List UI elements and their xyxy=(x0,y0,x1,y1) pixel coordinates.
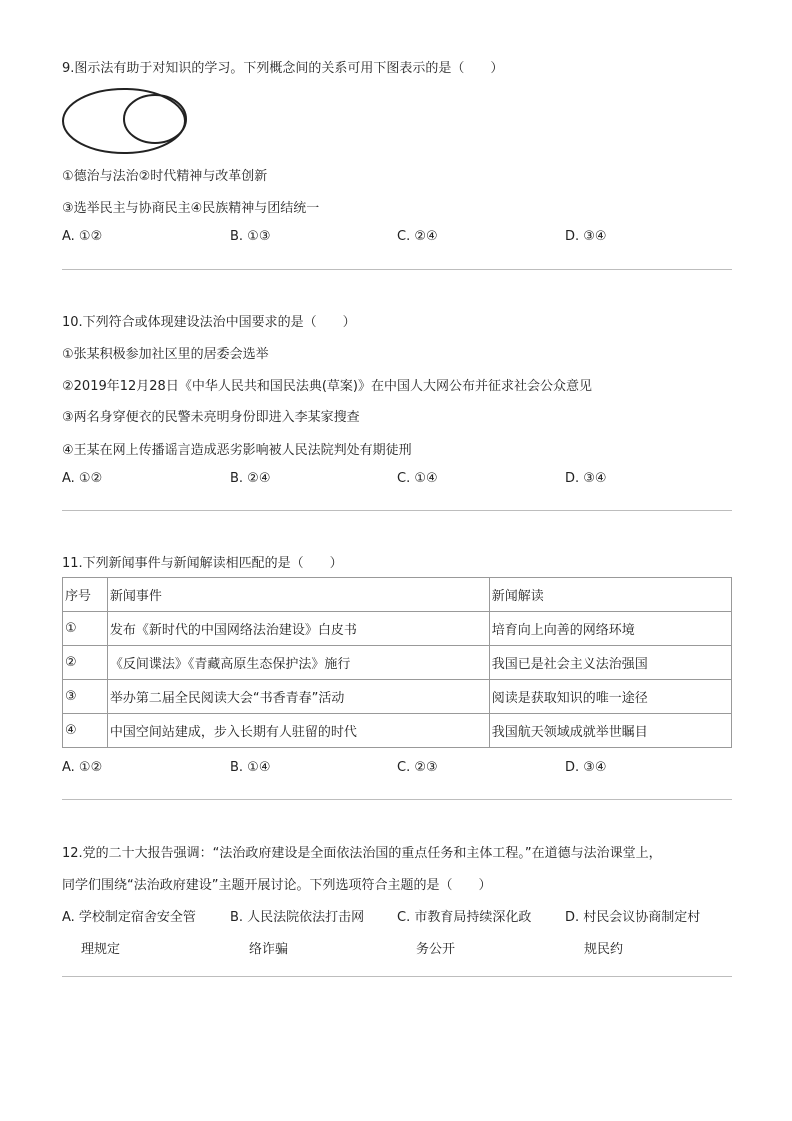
header-index: 序号 xyxy=(63,578,108,612)
q11-stem: 11.下列新闻事件与新闻解读相匹配的是（ ） xyxy=(62,556,343,571)
q10-item-4: ④王某在网上传播谣言造成恶劣影响被人民法院判处有期徒刑 xyxy=(62,443,412,458)
q9-stem: 9.图示法有助于对知识的学习。下列概念间的关系可用下图表示的是（ ） xyxy=(62,61,504,76)
q12-option-c-line-1: C. 市教育局持续深化政 xyxy=(397,910,532,925)
q9-option-a[interactable]: A. ①② xyxy=(62,229,103,244)
q9-item-2: ③选举民主与协商民主④民族精神与团结统一 xyxy=(62,201,320,216)
row-interpretation: 阅读是获取知识的唯一途径 xyxy=(489,680,731,714)
row-event: 举办第二届全民阅读大会“书香青春”活动 xyxy=(107,680,489,714)
row-interpretation: 我国已是社会主义法治强国 xyxy=(489,646,731,680)
q10-option-c[interactable]: C. ①④ xyxy=(397,471,438,486)
q12-option-a[interactable] xyxy=(62,906,196,957)
q12-option-b-line-2: 络诈骗 xyxy=(249,942,289,957)
q12-option-a-line-1: A. 学校制定宿舍安全管 xyxy=(62,910,196,925)
q12-option-c[interactable] xyxy=(397,906,531,957)
news-table xyxy=(62,577,732,748)
row-index: ③ xyxy=(63,680,108,714)
row-index: ① xyxy=(63,612,108,646)
q10-stem: 10.下列符合或体现建设法治中国要求的是（ ） xyxy=(62,315,356,330)
row-interpretation: 培育向上向善的网络环境 xyxy=(489,612,731,646)
q11-option-b[interactable]: B. ①④ xyxy=(230,760,271,775)
q12-stem-line-1: 12.党的二十大报告强调：“法治政府建设是全面依法治国的重点任务和主体工程。”在道德与法治课堂上， xyxy=(62,846,662,861)
row-interpretation: 我国航天领域成就举世瞩目 xyxy=(489,714,731,748)
row-index: ④ xyxy=(63,714,108,748)
header-interpretation: 新闻解读 xyxy=(489,578,731,612)
row-event: 中国空间站建成，步入长期有人驻留的时代 xyxy=(107,714,489,748)
q11-option-a[interactable]: A. ①② xyxy=(62,760,103,775)
table-row xyxy=(63,612,732,646)
q10-item-2: ②2019年12月28日《中华人民共和国民法典(草案)》在中国人大网公布并征求社会公众意见 xyxy=(62,379,592,394)
concept-diagram xyxy=(60,86,192,158)
q10-option-a[interactable]: A. ①② xyxy=(62,471,103,486)
divider xyxy=(62,799,732,800)
table-row xyxy=(63,680,732,714)
q12-option-a-line-2: 理规定 xyxy=(81,942,121,957)
q12-option-d[interactable] xyxy=(565,906,700,957)
q10-item-1: ①张某积极参加社区里的居委会选举 xyxy=(62,347,269,362)
row-event: 发布《新时代的中国网络法治建设》白皮书 xyxy=(107,612,489,646)
divider xyxy=(62,976,732,977)
q12-option-d-line-2: 规民约 xyxy=(584,942,624,957)
q12-option-b-line-1: B. 人民法院依法打击网 xyxy=(230,910,365,925)
q9-option-d[interactable]: D. ③④ xyxy=(565,229,607,244)
row-event: 《反间谍法》《青藏高原生态保护法》施行 xyxy=(107,646,489,680)
q9-option-b[interactable]: B. ①③ xyxy=(230,229,271,244)
divider xyxy=(62,269,732,270)
q12-option-b[interactable] xyxy=(230,906,364,957)
q12-option-d-line-1: D. 村民会议协商制定村 xyxy=(565,910,701,925)
q9-option-c[interactable]: C. ②④ xyxy=(397,229,438,244)
q11-option-c[interactable]: C. ②③ xyxy=(397,760,438,775)
q12-option-c-line-2: 务公开 xyxy=(416,942,456,957)
table-row xyxy=(63,714,732,748)
row-index: ② xyxy=(63,646,108,680)
q11-option-d[interactable]: D. ③④ xyxy=(565,760,607,775)
q10-item-3: ③两名身穿便衣的民警未亮明身份即进入李某家搜查 xyxy=(62,410,360,425)
q10-option-d[interactable]: D. ③④ xyxy=(565,471,607,486)
q9-item-1: ①德治与法治②时代精神与改革创新 xyxy=(62,169,268,184)
table-row xyxy=(63,646,732,680)
table-header-row xyxy=(63,578,732,612)
header-event: 新闻事件 xyxy=(107,578,489,612)
q10-option-b[interactable]: B. ②④ xyxy=(230,471,271,486)
divider xyxy=(62,510,732,511)
q12-stem-line-2: 同学们围绕“法治政府建设”主题开展讨论。下列选项符合主题的是（ ） xyxy=(62,878,492,893)
inner-ellipse xyxy=(124,95,186,143)
